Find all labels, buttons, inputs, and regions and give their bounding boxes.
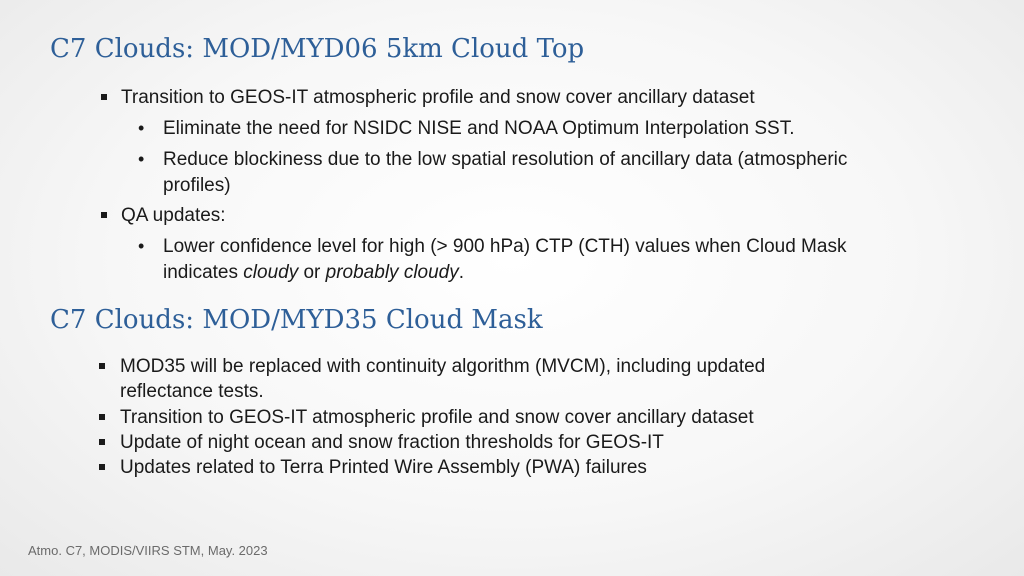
emphasis-cloudy: cloudy — [243, 262, 299, 283]
square-bullet-icon — [101, 212, 107, 218]
text-fragment: or — [298, 262, 326, 283]
dot-bullet-icon: • — [138, 149, 145, 169]
sub-bullet-text-line2 — [163, 263, 464, 282]
footer-text: Atmo. C7, MODIS/VIIRS STM, May. 2023 — [28, 543, 268, 558]
section-title-mod06: C7 Clouds: MOD/MYD06 5km Cloud Top — [50, 34, 585, 64]
bullet-text: Update of night ocean and snow fraction thresholds for GEOS-IT — [120, 432, 664, 453]
square-bullet-icon — [99, 414, 105, 420]
sub-bullet-text-line2: profiles) — [163, 175, 231, 196]
sub-bullet-text-line1: Reduce blockiness due to the low spatial resolution of ancillary data (atmospheric — [163, 149, 848, 170]
text-fragment: . — [458, 262, 465, 283]
bullet-text: Transition to GEOS-IT atmospheric profile and snow cover ancillary dataset — [120, 407, 754, 428]
square-bullet-icon — [99, 464, 105, 470]
bullet-text-line1: MOD35 will be replaced with continuity algorithm (MVCM), including updated — [120, 356, 766, 377]
dot-bullet-icon: • — [138, 118, 145, 138]
sub-bullet-text-line1: Lower confidence level for high (> 900 hPa) CTP (CTH) values when Cloud Mask — [163, 236, 847, 257]
bullet-text: QA updates: — [121, 205, 226, 226]
emphasis-probably-cloudy: probably cloudy — [325, 262, 459, 283]
square-bullet-icon — [101, 94, 107, 100]
sub-bullet-text: Eliminate the need for NSIDC NISE and NOAA Optimum Interpolation SST. — [163, 118, 795, 139]
section-title-mod35: C7 Clouds: MOD/MYD35 Cloud Mask — [50, 305, 543, 335]
bullet-text-line2: reflectance tests. — [120, 381, 264, 402]
bullet-text: Updates related to Terra Printed Wire Assembly (PWA) failures — [120, 457, 647, 478]
square-bullet-icon — [99, 363, 105, 369]
dot-bullet-icon: • — [138, 236, 145, 256]
text-fragment: indicates — [163, 262, 244, 283]
square-bullet-icon — [99, 439, 105, 445]
bullet-text: Transition to GEOS-IT atmospheric profile and snow cover ancillary dataset — [121, 87, 755, 108]
